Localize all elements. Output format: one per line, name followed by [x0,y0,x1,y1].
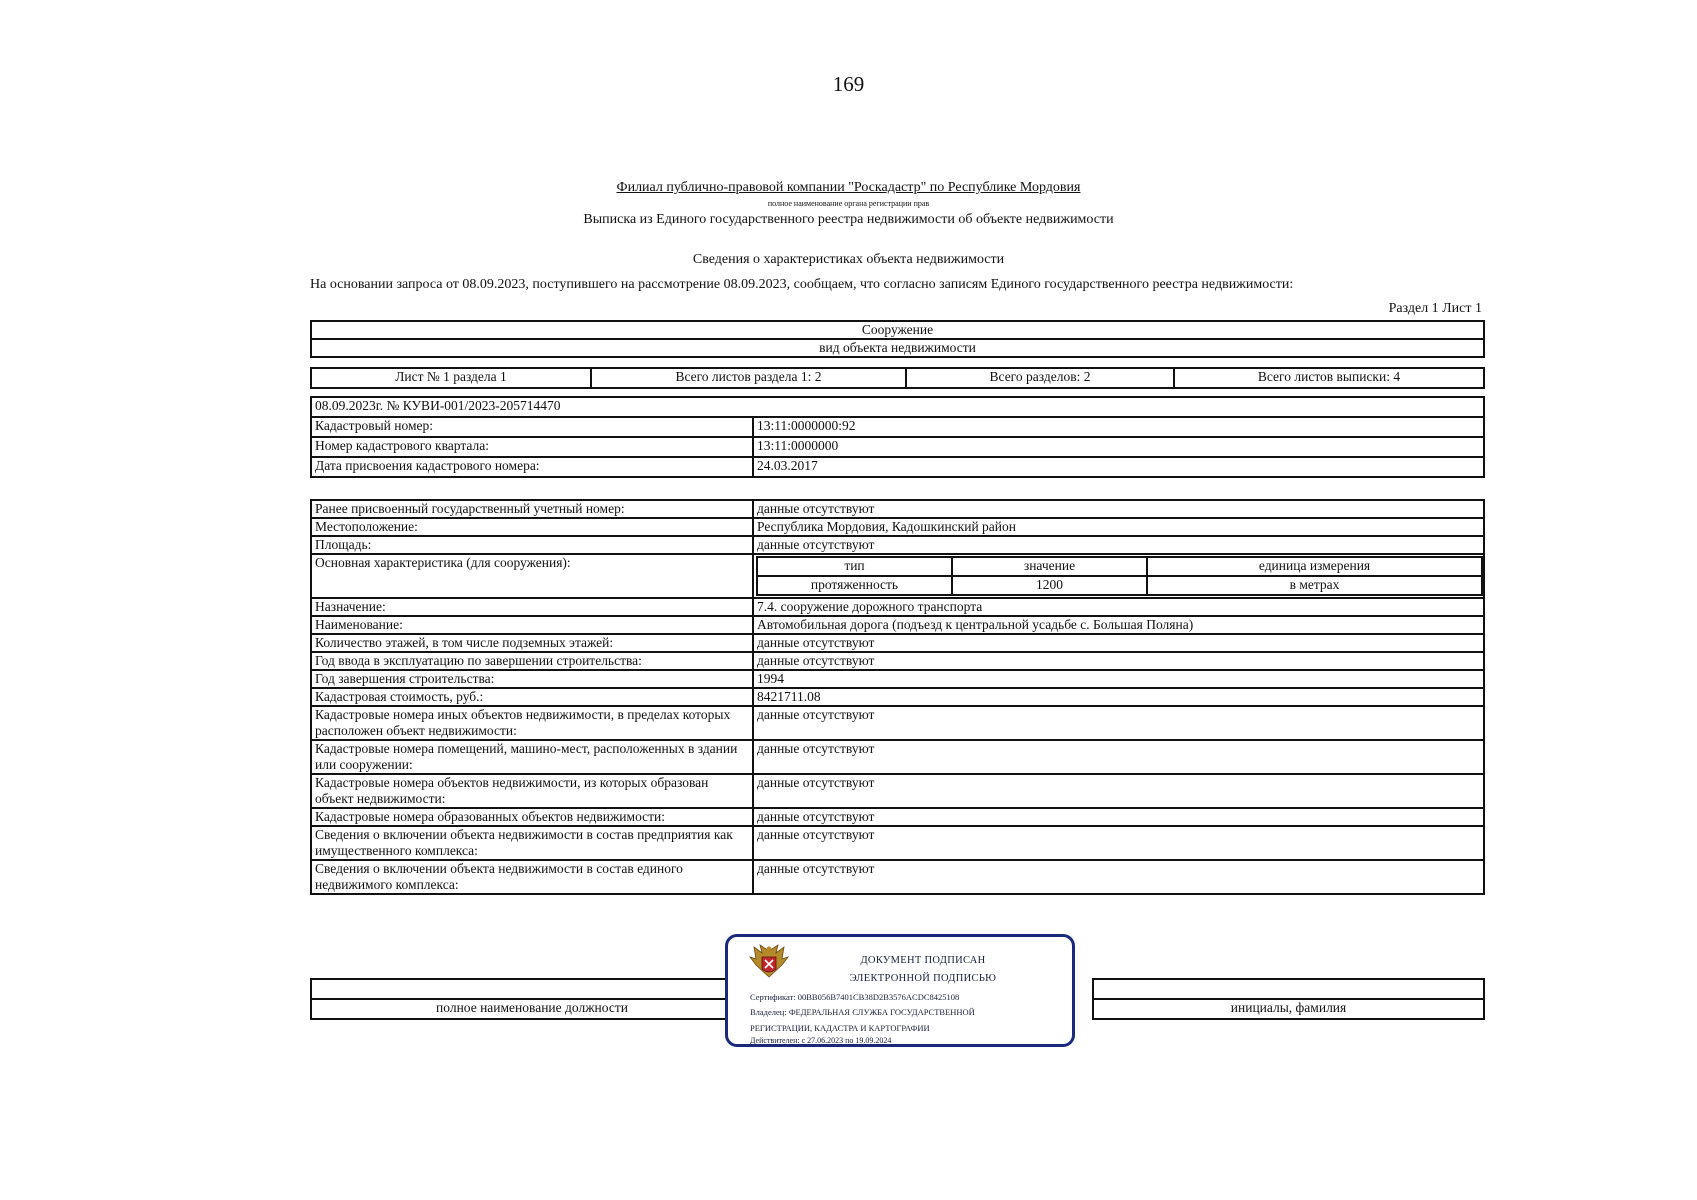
field-label: Ранее присвоенный государственный учетный номер: [311,500,753,518]
organization-caption: полное наименование органа регистрации прав [767,199,930,208]
field-label: Наименование: [311,616,753,634]
stamp-line2: ЭЛЕКТРОННОЙ ПОДПИСЬЮ [849,973,997,984]
document-title: Выписка из Единого государственного реестра недвижимости об объекте недвижимости [583,212,1114,227]
field-value: данные отсутствуют [753,706,1484,740]
table-row [311,808,1484,826]
stamp-owner-cont: РЕГИСТРАЦИИ, КАДАСТРА И КАРТОГРАФИИ [750,1023,930,1033]
organization-name: Филиал публично-правовой компании "Роскадастр" по Республике Мордовия [616,180,1081,195]
field-value: данные отсутствуют [753,826,1484,860]
table-row [311,688,1484,706]
page-number: 169 [832,72,865,96]
characteristics-table [310,499,1485,895]
table-row [311,634,1484,652]
char-header-type: тип [757,557,952,576]
table-row [311,670,1484,688]
name-caption: инициалы, фамилия [1093,999,1484,1019]
char-unit: в метрах [1147,576,1482,595]
field-value: данные отсутствуют [753,634,1484,652]
table-row [311,518,1484,536]
char-type: протяженность [757,576,952,595]
stamp-certificate: Сертификат: 00BB056B7401CB38D2B3576ACDC8425108 [750,992,960,1002]
field-label: Кадастровые номера объектов недвижимости, из которых образован объект недвижимости: [311,774,753,808]
total-sheets-count: Всего листов выписки: 4 [1174,368,1484,388]
table-row [311,598,1484,616]
sheets-table [310,367,1485,389]
table-row [311,774,1484,808]
section-title: Сведения о характеристиках объекта недвижимости [692,252,1005,267]
field-label: Год ввода в эксплуатацию по завершении строительства: [311,652,753,670]
table-row [311,616,1484,634]
position-caption: полное наименование должности [311,999,753,1019]
stamp-validity: Действителен: с 27.06.2023 по 19.09.2024 [750,1036,892,1045]
ident-value: 24.03.2017 [753,457,1484,477]
object-type-caption: вид объекта недвижимости [311,339,1484,357]
table-row [311,500,1484,518]
field-value: данные отсутствуют [753,536,1484,554]
field-label: Кадастровые номера иных объектов недвижимости, в пределах которых расположен объект недвижимости: [311,706,753,740]
field-value: Автомобильная дорога (подъезд к центральной усадьбе с. Большая Поляна) [753,616,1484,634]
ident-label: Кадастровый номер: [311,417,753,437]
field-label: Основная характеристика (для сооружения): [311,554,753,598]
field-label: Год завершения строительства: [311,670,753,688]
stamp-owner: Владелец: ФЕДЕРАЛЬНАЯ СЛУЖБА ГОСУДАРСТВЕННОЙ [750,1007,975,1017]
field-value: данные отсутствуют [753,774,1484,808]
object-type-table [310,320,1485,358]
electronic-signature-stamp [725,934,1075,1047]
object-type: Сооружение [311,321,1484,339]
field-value: 1994 [753,670,1484,688]
table-row [311,826,1484,860]
section-sheets-count: Всего листов раздела 1: 2 [591,368,906,388]
position-blank [311,979,753,999]
table-row [311,860,1484,894]
table-row [311,740,1484,774]
basis-text: На основании запроса от 08.09.2023, поступившего на рассмотрение 08.09.2023, сообщаем, что согласно записям Единого государственного реестра недвижимости: [310,277,1294,292]
name-blank [1093,979,1484,999]
char-value: 1200 [952,576,1147,595]
field-value: данные отсутствуют [753,808,1484,826]
table-row [311,652,1484,670]
identification-table [310,396,1485,478]
field-label: Кадастровая стоимость, руб.: [311,688,753,706]
characteristic-cell [753,554,1484,598]
field-label: Местоположение: [311,518,753,536]
section-sheet-label: Раздел 1 Лист 1 [1388,301,1482,316]
field-value: 8421711.08 [753,688,1484,706]
table-row [311,536,1484,554]
sheet-number: Лист № 1 раздела 1 [311,368,591,388]
ident-value: 13:11:0000000:92 [753,417,1484,437]
field-label: Сведения о включении объекта недвижимости в состав единого недвижимого комплекса: [311,860,753,894]
field-label: Сведения о включении объекта недвижимости в состав предприятия как имущественного комплекса: [311,826,753,860]
field-label: Кадастровые номера помещений, машино-мест, расположенных в здании или сооружении: [311,740,753,774]
field-label: Кадастровые номера образованных объектов недвижимости: [311,808,753,826]
field-label: Площадь: [311,536,753,554]
field-value: данные отсутствуют [753,860,1484,894]
char-header-value: значение [952,557,1147,576]
ident-label: Дата присвоения кадастрового номера: [311,457,753,477]
ident-label: Номер кадастрового квартала: [311,437,753,457]
field-value: Республика Мордовия, Кадошкинский район [753,518,1484,536]
characteristic-subtable [756,556,1483,596]
field-label: Назначение: [311,598,753,616]
table-row [311,706,1484,740]
field-label: Количество этажей, в том числе подземных этажей: [311,634,753,652]
sections-count: Всего разделов: 2 [906,368,1174,388]
ident-value: 13:11:0000000 [753,437,1484,457]
record-number: 08.09.2023г. № КУВИ-001/2023-205714470 [311,397,1484,417]
field-value: 7.4. сооружение дорожного транспорта [753,598,1484,616]
table-row [311,554,1484,598]
char-header-unit: единица измерения [1147,557,1482,576]
field-value: данные отсутствуют [753,652,1484,670]
stamp-line1: ДОКУМЕНТ ПОДПИСАН [860,955,986,966]
field-value: данные отсутствуют [753,740,1484,774]
field-value: данные отсутствуют [753,500,1484,518]
